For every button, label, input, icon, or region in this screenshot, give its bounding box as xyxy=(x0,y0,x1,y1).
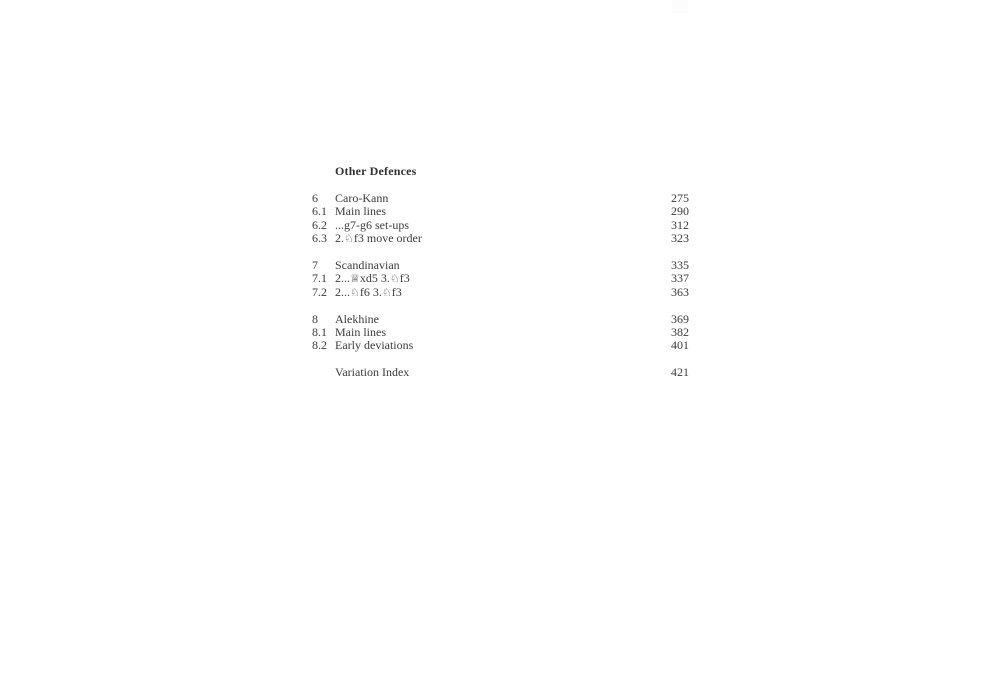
chapter-number: 6.3 xyxy=(312,231,327,246)
toc-entry xyxy=(312,232,689,245)
toc-entry xyxy=(312,313,689,326)
page-number: 337 xyxy=(671,271,689,286)
chapter-number: 6.2 xyxy=(312,217,327,232)
chess-figurine-icon: ♘ xyxy=(389,272,400,286)
entry-title: Caro-Kann xyxy=(335,192,389,205)
entry-title: Alekhine xyxy=(335,312,379,326)
chapter-number: 7.2 xyxy=(312,284,327,299)
chapter-number: 6 xyxy=(312,191,318,205)
chess-figurine-icon: ♘ xyxy=(344,232,354,246)
entry-title: Main lines xyxy=(335,326,386,340)
page-number: 275 xyxy=(671,191,689,205)
toc-entry xyxy=(312,339,689,352)
chapter-number: 8 xyxy=(312,311,318,326)
toc-entry xyxy=(312,259,689,272)
entry-title: 2...♕xd5 3.♘f3 xyxy=(335,272,410,286)
toc-entry xyxy=(312,192,689,205)
page-number: 335 xyxy=(671,258,689,273)
toc-entry xyxy=(312,272,689,285)
page-number: 401 xyxy=(671,338,689,353)
chapter-group-8 xyxy=(312,313,689,353)
toc-entry xyxy=(312,326,689,339)
chapter-number: 7 xyxy=(312,258,318,273)
toc-entry xyxy=(312,219,689,232)
entry-title: 2...♘f6 3.♘f3 xyxy=(335,285,402,299)
chess-figurine-icon: ♕ xyxy=(350,272,360,286)
page-number: 312 xyxy=(671,217,689,232)
chapter-number: 8.1 xyxy=(312,325,327,340)
chapter-group-7 xyxy=(312,259,689,299)
chapter-group-6 xyxy=(312,192,689,246)
entry-title: Scandinavian xyxy=(335,259,400,273)
entry-title: 2.♘f3 move order xyxy=(335,232,422,246)
page-number: 363 xyxy=(671,284,689,299)
page-number: 382 xyxy=(671,325,689,340)
entry-title: ...g7-g6 set-ups xyxy=(335,218,409,232)
page-number: 421 xyxy=(671,365,689,380)
index-group xyxy=(312,366,689,379)
chapter-number: 6.1 xyxy=(312,204,327,219)
toc-entry xyxy=(312,205,689,218)
page-number: 290 xyxy=(671,204,689,219)
scan-artifact xyxy=(672,0,688,13)
entry-title: Early deviations xyxy=(335,339,414,353)
chapter-number: 8.2 xyxy=(312,338,327,353)
chess-figurine-icon: ♘ xyxy=(381,285,392,299)
chess-figurine-icon: ♘ xyxy=(350,285,360,299)
toc-entry xyxy=(312,286,689,299)
table-of-contents xyxy=(312,164,689,380)
entry-title: Variation Index xyxy=(335,366,410,380)
toc-entry xyxy=(312,366,689,379)
section-heading: Other Defences xyxy=(335,164,417,178)
page-number: 323 xyxy=(671,231,689,246)
entry-title: Main lines xyxy=(335,205,386,219)
chapter-number: 7.1 xyxy=(312,271,327,286)
page-number: 369 xyxy=(671,311,689,326)
